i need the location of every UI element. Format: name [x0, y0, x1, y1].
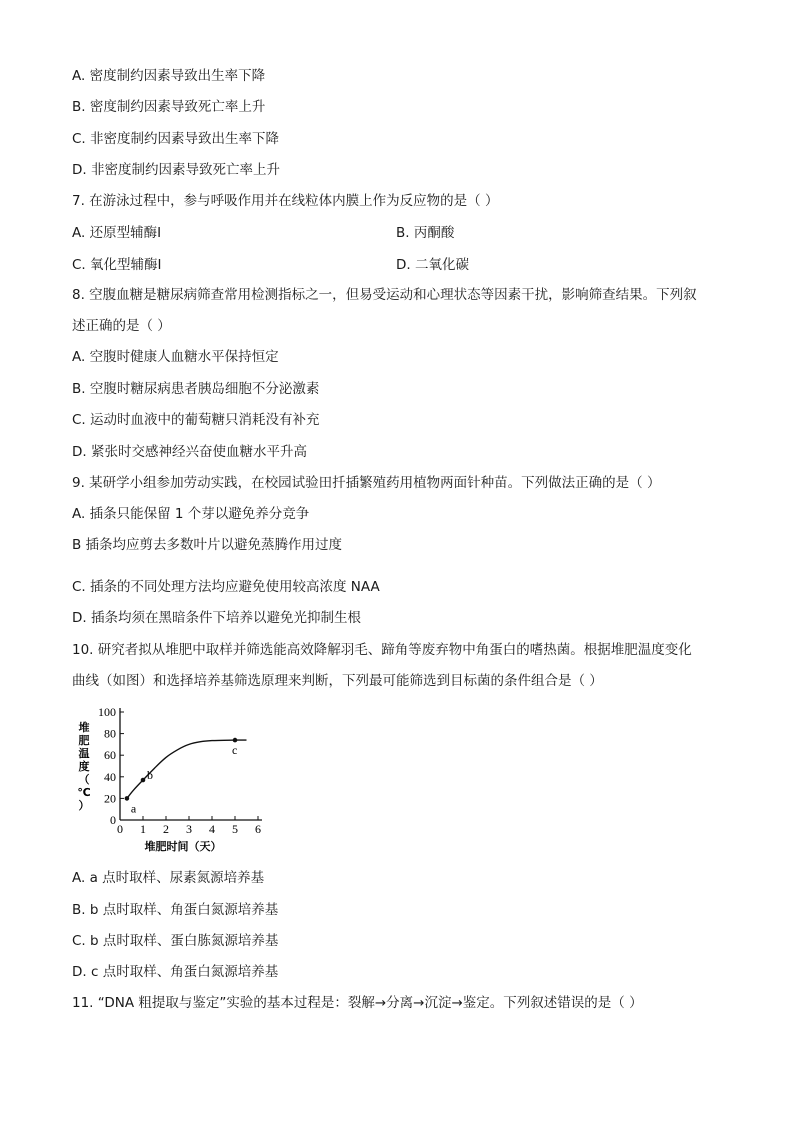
q8-option-a: A. 空腹时健康人血糖水平保持恒定 — [72, 349, 279, 365]
q6-option-b: B. 密度制约因素导致死亡率上升 — [72, 99, 266, 115]
q10-option-b: B. b 点时取样、角蛋白氮源培养基 — [72, 902, 279, 918]
y-axis-label-char: 堆 — [78, 721, 90, 734]
y-tick-label: 80 — [104, 726, 116, 741]
q7-option-b: B. 丙酮酸 — [396, 225, 455, 241]
x-tick-label: 5 — [232, 822, 238, 836]
x-tick-label: 6 — [255, 822, 261, 836]
x-axis-label: 堆肥时间（天） — [144, 840, 222, 853]
point-c — [233, 738, 238, 743]
y-tick-label: 0 — [110, 813, 116, 827]
y-axis-label-char: 度 — [78, 760, 90, 773]
point-label-a: a — [130, 801, 137, 816]
y-tick-label: 20 — [104, 791, 116, 806]
y-axis-label-char: 肥 — [78, 734, 90, 747]
q10-option-c: C. b 点时取样、蛋白胨氮源培养基 — [72, 933, 279, 949]
point-label-c: c — [232, 743, 238, 758]
x-tick-label: 2 — [163, 822, 169, 836]
q7-stem: 7. 在游泳过程中，参与呼吸作用并在线粒体内膜上作为反应物的是（ ） — [72, 193, 499, 209]
q6-option-d: D. 非密度制约因素导致死亡率上升 — [72, 162, 280, 178]
data-points — [125, 738, 238, 816]
point-label-b: b — [147, 768, 153, 783]
x-tick-label: 0 — [117, 822, 123, 836]
q9-option-c: C. 插条的不同处理方法均应避免使用较高浓度 NAA — [72, 579, 380, 595]
q9-option-a: A. 插条只能保留 1 个芽以避免养分竞争 — [72, 506, 310, 522]
q6-option-c: C. 非密度制约因素导致出生率下降 — [72, 131, 280, 147]
y-axis-label-char: （ — [78, 773, 90, 786]
temperature-curve — [127, 740, 247, 798]
q10-stem-line1: 10. 研究者拟从堆肥中取样并筛选能高效降解羽毛、蹄角等废弃物中角蛋白的嗜热菌。根据堆肥温度变化 — [72, 642, 692, 658]
q10-option-a: A. a 点时取样、尿素氮源培养基 — [72, 870, 265, 886]
y-axis-label-char: ℃ — [77, 786, 91, 799]
q8-option-d: D. 紧张时交感神经兴奋使血糖水平升高 — [72, 444, 307, 460]
q7-option-d: D. 二氧化碳 — [396, 257, 469, 273]
q9-stem: 9. 某研学小组参加劳动实践，在校园试验田扦插繁殖药用植物两面针种苗。下列做法正确的是（ ） — [72, 475, 661, 491]
y-axis-label-char: ） — [78, 799, 90, 812]
y-axis-label-char: 温 — [78, 747, 90, 760]
q8-option-b: B. 空腹时糖尿病患者胰岛细胞不分泌激素 — [72, 381, 320, 397]
y-axis-label — [77, 720, 90, 812]
axis-ticks — [98, 705, 261, 836]
q7-option-c: C. 氧化型辅酶Ⅰ — [72, 257, 162, 273]
x-tick-label: 3 — [186, 822, 192, 836]
q10-option-d: D. c 点时取样、角蛋白氮源培养基 — [72, 964, 279, 980]
point-b — [141, 778, 146, 783]
q11-stem: 11. “DNA 粗提取与鉴定”实验的基本过程是：裂解→分离→沉淀→鉴定。下列叙述错误的是（ ） — [72, 995, 643, 1011]
q9-option-d: D. 插条均须在黑暗条件下培养以避免光抑制生根 — [72, 610, 361, 626]
q7-option-a: A. 还原型辅酶Ⅰ — [72, 225, 162, 241]
q6-option-a: A. 密度制约因素导致出生率下降 — [72, 68, 266, 84]
x-tick-label: 4 — [209, 822, 215, 836]
x-tick-label: 1 — [140, 822, 146, 836]
y-tick-label: 100 — [98, 705, 116, 719]
q8-stem-line1: 8. 空腹血糖是糖尿病筛查常用检测指标之一，但易受运动和心理状态等因素干扰，影响筛查结果。下列叙 — [72, 287, 697, 303]
q9-option-b: B 插条均应剪去多数叶片以避免蒸腾作用过度 — [72, 537, 343, 553]
point-a — [125, 796, 130, 801]
q10-stem-line2: 曲线（如图）和选择培养基筛选原理来判断，下列最可能筛选到目标菌的条件组合是（ ） — [72, 673, 603, 689]
q8-stem-line2: 述正确的是（ ） — [72, 318, 171, 334]
y-tick-label: 60 — [104, 748, 116, 763]
y-tick-label: 40 — [104, 769, 116, 784]
q8-option-c: C. 运动时血液中的葡萄糖只消耗没有补充 — [72, 412, 320, 428]
compost-temperature-chart — [72, 700, 272, 858]
